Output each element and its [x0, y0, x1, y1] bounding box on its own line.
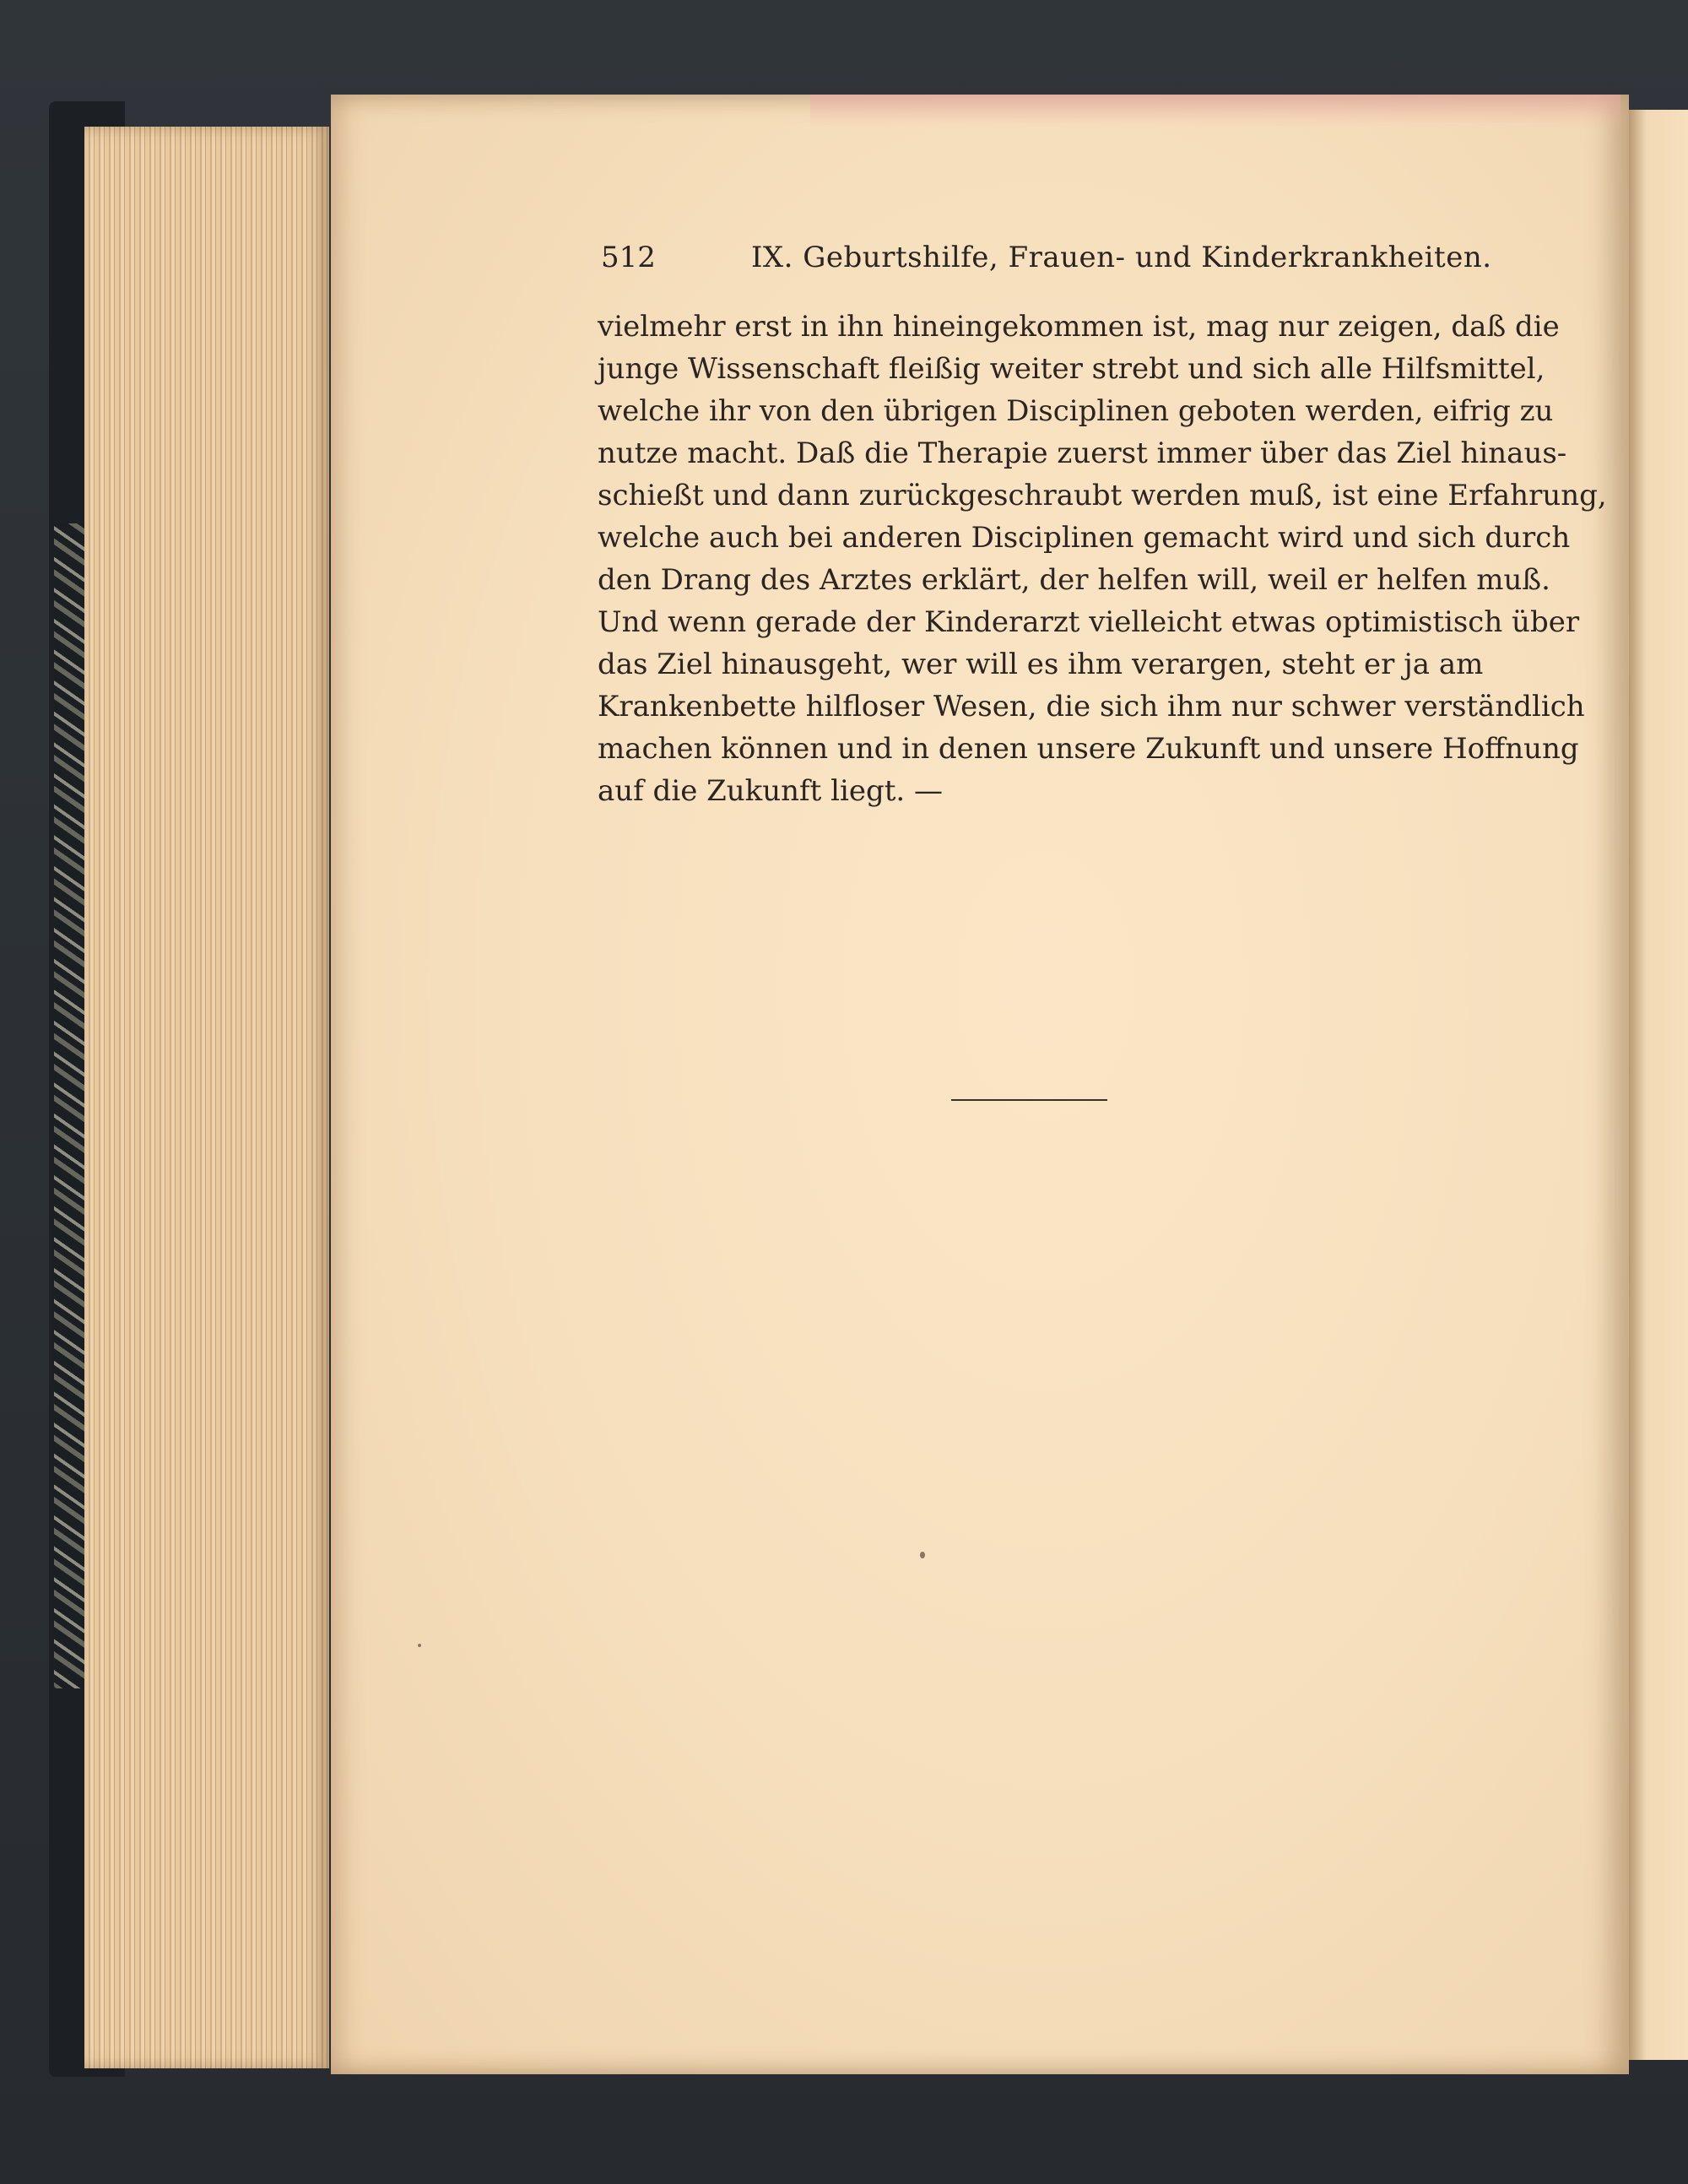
text-line: schießt und dann zurückgeschraubt werden muß, ist eine Erfahrung,	[598, 479, 1607, 512]
text-line: welche ihr von den übrigen Disciplinen geboten werden, eifrig zu	[598, 394, 1554, 428]
running-head	[601, 241, 1492, 283]
paper-speck	[920, 1552, 925, 1558]
text-line: nutze macht. Daß die Therapie zuerst immer über das Ziel hinaus-	[598, 436, 1567, 470]
page-number: 512	[601, 241, 656, 274]
text-line: auf die Zukunft liegt. —	[598, 774, 944, 808]
text-line: das Ziel hinausgeht, wer will es ihm verargen, steht er ja am	[598, 648, 1484, 681]
paper-speck	[418, 1644, 421, 1647]
text-line: machen können und in denen unsere Zukunft und unsere Hoffnung	[598, 732, 1579, 766]
text-line: welche auch bei anderen Disciplinen gemacht wird und sich durch	[598, 521, 1571, 555]
text-line: Und wenn gerade der Kinderarzt vielleicht etwas optimistisch über	[598, 605, 1580, 639]
facing-page-edge	[1629, 110, 1688, 2060]
text-line: Krankenbette hilfloser Wesen, die sich ihm nur schwer verständlich	[598, 690, 1585, 723]
running-title: IX. Geburtshilfe, Frauen- und Kinderkrankheiten.	[751, 241, 1492, 274]
text-line: vielmehr erst in ihn hineingekommen ist, mag nur zeigen, daß die	[598, 310, 1560, 344]
page-top-discoloration	[810, 95, 1620, 128]
text-line: junge Wissenschaft fleißig weiter strebt und sich alle Hilfsmittel,	[598, 352, 1545, 386]
page-edge-stack	[84, 127, 329, 2068]
body-paragraph	[598, 306, 1607, 812]
text-line: den Drang des Arztes erklärt, der helfen will, weil er helfen muß.	[598, 563, 1550, 597]
end-rule-divider	[951, 1099, 1107, 1101]
